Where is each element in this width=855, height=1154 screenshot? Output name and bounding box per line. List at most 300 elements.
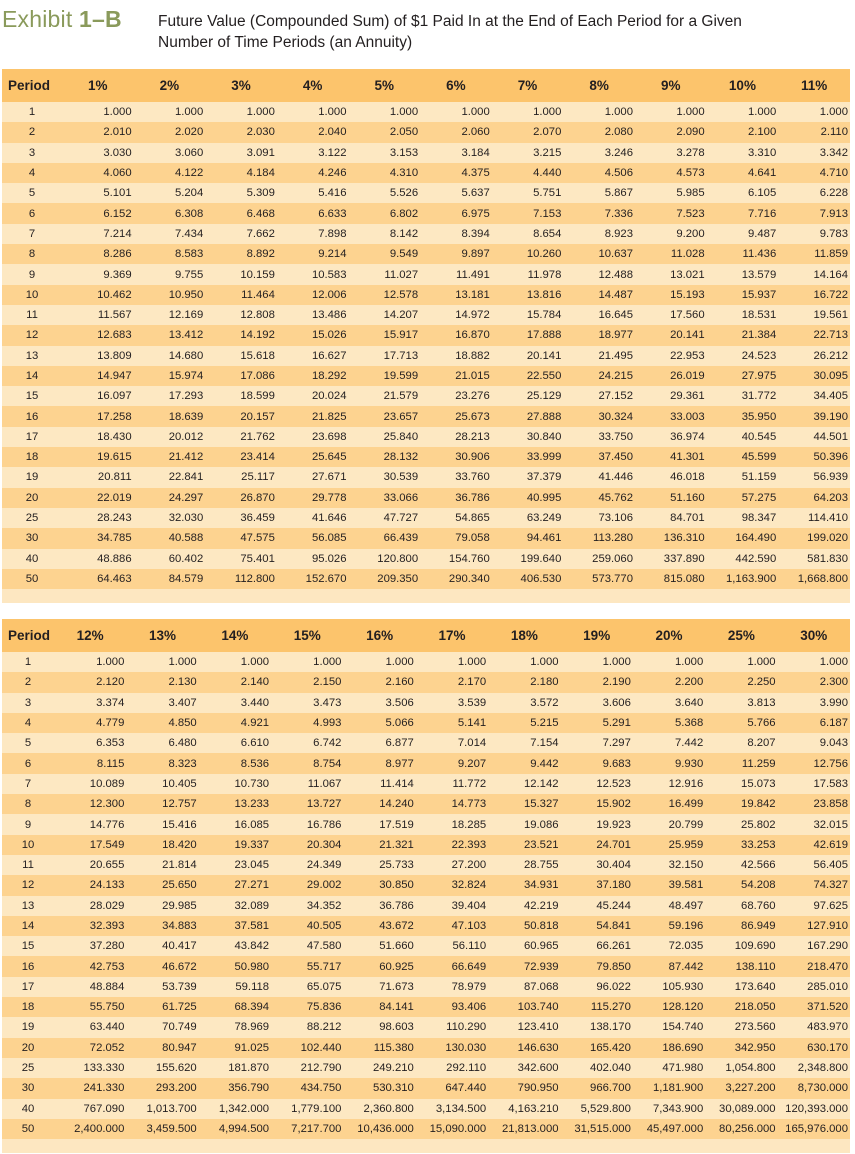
value-cell: 290.340 — [448, 572, 490, 585]
value-cell: 15.974 — [168, 370, 204, 382]
value-cell: 173.640 — [734, 980, 776, 993]
value-cell: 40.588 — [168, 532, 204, 545]
period-cell: 18 — [25, 451, 39, 464]
value-cell: 32.030 — [168, 512, 204, 525]
value-cell: 5.101 — [103, 187, 132, 200]
value-cell: 78.979 — [451, 980, 487, 993]
period-cell: 19 — [25, 471, 39, 484]
value-cell: 7.716 — [747, 207, 777, 220]
value-cell: 32.015 — [813, 818, 848, 831]
value-cell: 66.439 — [383, 532, 419, 545]
value-cell: 31,515.000 — [574, 1122, 631, 1135]
value-cell: 26.019 — [670, 370, 705, 382]
value-cell: 30.850 — [379, 879, 414, 892]
value-cell: 4.184 — [246, 167, 275, 180]
value-cell: 3.640 — [674, 696, 704, 709]
value-cell: 12.808 — [240, 309, 275, 322]
value-cell: 186.690 — [662, 1041, 704, 1054]
value-cell: 1,054.800 — [725, 1062, 776, 1075]
value-cell: 43.672 — [379, 920, 414, 932]
period-cell: 8 — [28, 248, 36, 261]
value-cell: 3.246 — [604, 146, 633, 159]
table-row — [2, 814, 850, 834]
table-row — [2, 143, 850, 163]
value-cell: 16.786 — [306, 818, 342, 831]
value-cell: 24.297 — [168, 491, 204, 504]
value-cell: 1.000 — [819, 656, 848, 669]
value-cell: 84.701 — [670, 512, 705, 525]
value-cell: 47.727 — [383, 512, 419, 525]
table-row — [2, 1099, 850, 1119]
value-cell: 10.159 — [240, 268, 275, 281]
value-cell: 1,342.000 — [218, 1102, 270, 1115]
value-cell: 17.560 — [670, 309, 705, 322]
value-cell: 3.990 — [819, 696, 848, 709]
value-cell: 14.773 — [451, 798, 487, 811]
value-cell: 27.975 — [741, 370, 777, 382]
rate-column-header: 4% — [302, 78, 323, 93]
value-cell: 7.154 — [530, 737, 559, 750]
period-column-header: Period — [8, 628, 51, 643]
value-cell: 402.040 — [590, 1062, 631, 1075]
rate-column-header: 2% — [159, 78, 180, 93]
value-cell: 2.010 — [103, 126, 132, 139]
period-cell: 15 — [25, 390, 39, 403]
value-cell: 12.578 — [383, 288, 419, 301]
period-cell: 6 — [28, 207, 36, 220]
value-cell: 12.523 — [596, 777, 631, 790]
value-cell: 15.618 — [240, 349, 275, 362]
value-cell: 8.323 — [168, 757, 197, 770]
value-cell: 20.141 — [526, 349, 562, 362]
value-cell: 342.600 — [517, 1062, 559, 1075]
value-cell: 87.068 — [523, 980, 559, 993]
value-cell: 4.641 — [747, 167, 777, 180]
period-cell: 40 — [25, 552, 39, 565]
value-cell: 2.130 — [168, 676, 197, 689]
value-cell: 9.369 — [103, 268, 132, 281]
value-cell: 128.120 — [662, 1001, 704, 1014]
exhibit-word: Exhibit — [2, 6, 73, 32]
period-cell: 50 — [21, 1122, 35, 1135]
value-cell: 1.000 — [246, 106, 275, 119]
value-cell: 14.487 — [598, 288, 633, 301]
value-cell: 241.330 — [83, 1082, 125, 1095]
value-cell: 14.240 — [379, 798, 414, 811]
value-cell: 7.153 — [533, 207, 562, 220]
value-cell: 13.816 — [526, 288, 562, 301]
value-cell: 16.097 — [97, 390, 132, 403]
value-cell: 30.906 — [455, 451, 490, 464]
value-cell: 25.959 — [668, 838, 704, 851]
rate-column-header: 6% — [446, 78, 466, 93]
period-cell: 16 — [21, 960, 35, 973]
value-cell: 28.213 — [455, 430, 490, 443]
value-cell: 127.910 — [807, 920, 848, 932]
period-cell: 7 — [28, 227, 36, 240]
value-cell: 2.250 — [747, 676, 776, 689]
period-cell: 15 — [21, 940, 35, 953]
table-body — [2, 102, 850, 589]
value-cell: 337.890 — [663, 552, 705, 565]
table-row — [2, 672, 850, 692]
value-cell: 48.886 — [97, 552, 132, 565]
value-cell: 75.836 — [306, 1001, 342, 1014]
table-row — [2, 549, 850, 569]
value-cell: 86.949 — [741, 920, 776, 932]
value-cell: 14.192 — [240, 329, 275, 342]
exhibit-header — [0, 0, 855, 62]
value-cell: 32.150 — [668, 859, 704, 872]
value-cell: 22.841 — [168, 471, 204, 484]
value-cell: 23.657 — [383, 410, 419, 423]
value-cell: 23.858 — [813, 798, 848, 811]
period-cell: 3 — [24, 696, 32, 709]
value-cell: 20.811 — [97, 471, 132, 484]
value-cell: 68.760 — [741, 899, 776, 912]
value-cell: 51.160 — [670, 491, 705, 504]
value-cell: 74.327 — [813, 879, 848, 892]
value-cell: 23.414 — [240, 451, 275, 464]
value-cell: 64.203 — [813, 491, 848, 504]
value-cell: 3.342 — [819, 146, 848, 159]
value-cell: 21.814 — [162, 859, 197, 872]
value-cell: 17.519 — [379, 818, 414, 831]
value-cell: 259.060 — [592, 552, 633, 565]
value-cell: 73.106 — [598, 512, 633, 525]
period-cell: 12 — [21, 879, 35, 892]
value-cell: 123.410 — [517, 1021, 559, 1034]
value-cell: 27.200 — [451, 859, 487, 872]
value-cell: 33.750 — [598, 430, 633, 443]
value-cell: 30.324 — [598, 410, 633, 423]
value-cell: 530.310 — [372, 1082, 414, 1095]
value-cell: 21,813.000 — [501, 1122, 559, 1135]
value-cell: 5.309 — [246, 187, 275, 200]
value-cell: 15.917 — [383, 329, 419, 342]
value-cell: 59.196 — [668, 920, 704, 932]
value-cell: 3.153 — [389, 146, 419, 159]
table-row — [2, 1078, 850, 1098]
value-cell: 80,256.000 — [719, 1122, 776, 1135]
value-cell: 16.870 — [455, 329, 490, 342]
value-cell: 29.361 — [670, 390, 705, 403]
value-cell: 1.000 — [604, 106, 633, 119]
value-cell: 13.809 — [97, 349, 132, 362]
value-cell: 1.000 — [174, 106, 204, 119]
value-cell: 2.120 — [96, 676, 125, 689]
rate-column-header: 25% — [727, 628, 755, 643]
value-cell: 16.722 — [813, 288, 848, 301]
annuity-table-1 — [2, 69, 850, 589]
value-cell: 18.430 — [97, 430, 132, 443]
value-cell: 28.029 — [89, 899, 125, 912]
value-cell: 10.583 — [311, 268, 347, 281]
value-cell: 3.606 — [602, 696, 631, 709]
value-cell: 7.523 — [676, 207, 705, 220]
value-cell: 57.275 — [741, 491, 777, 504]
value-cell: 6.480 — [168, 737, 197, 750]
value-cell: 42.219 — [523, 899, 559, 912]
value-cell: 25.129 — [526, 390, 562, 403]
value-cell: 18.639 — [168, 410, 204, 423]
value-cell: 342.950 — [734, 1041, 776, 1054]
value-cell: 2.090 — [676, 126, 705, 139]
value-cell: 15.416 — [162, 818, 197, 831]
value-cell: 3.310 — [747, 146, 777, 159]
value-cell: 8.654 — [533, 227, 562, 240]
value-cell: 15.784 — [526, 309, 562, 322]
value-cell: 96.022 — [596, 980, 631, 993]
value-cell: 199.640 — [520, 552, 562, 565]
table-row — [2, 508, 850, 528]
value-cell: 3,227.200 — [725, 1082, 776, 1095]
value-cell: 2.070 — [533, 126, 562, 139]
value-cell: 6.187 — [819, 717, 848, 730]
value-cell: 130.030 — [445, 1041, 487, 1054]
value-cell: 112.800 — [234, 572, 275, 585]
value-cell: 1.000 — [461, 106, 490, 119]
period-cell: 2 — [28, 126, 36, 139]
value-cell: 46.018 — [670, 471, 705, 484]
rate-column-header: 13% — [149, 628, 177, 643]
value-cell: 84.141 — [379, 1001, 414, 1014]
value-cell: 21.015 — [455, 370, 490, 382]
value-cell: 28.755 — [523, 859, 559, 872]
value-cell: 33.003 — [670, 410, 705, 423]
value-cell: 2.060 — [461, 126, 490, 139]
value-cell: 209.350 — [377, 572, 419, 585]
value-cell: 17.549 — [89, 838, 125, 851]
value-cell: 4.375 — [461, 167, 490, 180]
period-cell: 11 — [22, 859, 34, 872]
value-cell: 3.374 — [96, 696, 125, 709]
value-cell: 50.980 — [234, 960, 270, 973]
value-cell: 218.470 — [807, 960, 848, 973]
value-cell: 181.870 — [228, 1062, 270, 1075]
value-cell: 28.243 — [97, 512, 132, 525]
value-cell: 21.321 — [379, 838, 414, 851]
value-cell: 2,360.800 — [363, 1102, 414, 1115]
value-cell: 138.170 — [590, 1021, 631, 1034]
value-cell: 4.440 — [533, 167, 562, 180]
value-cell: 37.581 — [234, 920, 270, 932]
value-cell: 8.536 — [240, 757, 270, 770]
value-cell: 32.824 — [451, 879, 487, 892]
value-cell: 6.633 — [318, 207, 347, 220]
value-cell: 48.497 — [668, 899, 704, 912]
value-cell: 71.673 — [379, 980, 414, 993]
value-cell: 17.888 — [526, 329, 562, 342]
table-header-row — [2, 619, 850, 652]
value-cell: 37.379 — [526, 471, 562, 484]
value-cell: 115.380 — [373, 1041, 414, 1054]
exhibit-label — [2, 6, 122, 33]
value-cell: 23.045 — [234, 859, 270, 872]
value-cell: 5.204 — [174, 187, 204, 200]
value-cell: 1.000 — [96, 656, 125, 669]
period-cell: 4 — [24, 717, 32, 730]
value-cell: 26.212 — [813, 349, 848, 362]
value-cell: 30.840 — [526, 430, 562, 443]
value-cell: 138.110 — [735, 960, 776, 973]
value-cell: 17.258 — [97, 410, 132, 423]
value-cell: 13.021 — [670, 268, 705, 281]
table-row — [2, 244, 850, 264]
value-cell: 8,730.000 — [797, 1082, 848, 1095]
rate-column-header: 3% — [231, 78, 251, 93]
value-cell: 7,343.900 — [652, 1102, 704, 1115]
value-cell: 110.290 — [446, 1021, 487, 1034]
value-cell: 212.790 — [300, 1062, 342, 1075]
value-cell: 199.020 — [807, 532, 848, 545]
value-cell: 11.067 — [307, 777, 342, 790]
value-cell: 34.405 — [813, 390, 848, 403]
value-cell: 63.440 — [89, 1021, 125, 1034]
table-row — [2, 713, 850, 733]
table-row — [2, 652, 850, 672]
period-cell: 16 — [25, 410, 39, 423]
value-cell: 6.877 — [385, 737, 414, 750]
value-cell: 1.000 — [318, 106, 347, 119]
period-cell: 40 — [21, 1102, 35, 1115]
period-cell: 17 — [21, 980, 35, 993]
value-cell: 2.300 — [819, 676, 848, 689]
value-cell: 6.353 — [96, 737, 125, 750]
value-cell: 2.160 — [385, 676, 414, 689]
value-cell: 19.599 — [383, 370, 419, 382]
value-cell: 1,163.900 — [725, 572, 777, 585]
value-cell: 40.545 — [741, 430, 777, 443]
value-cell: 60.402 — [168, 552, 204, 565]
value-cell: 3,134.500 — [435, 1102, 487, 1115]
period-cell: 10 — [21, 838, 35, 851]
value-cell: 10.260 — [526, 248, 562, 261]
value-cell: 27.152 — [598, 390, 633, 403]
value-cell: 20.655 — [89, 859, 125, 872]
value-cell: 14.947 — [97, 370, 132, 382]
value-cell: 47.103 — [451, 920, 487, 932]
value-cell: 18.977 — [598, 329, 633, 342]
value-cell: 68.394 — [234, 1001, 270, 1014]
value-cell: 12.169 — [168, 309, 204, 322]
value-cell: 55.750 — [89, 1001, 125, 1014]
value-cell: 18.292 — [311, 370, 347, 382]
rate-column-header: 7% — [517, 78, 538, 93]
value-cell: 46.672 — [162, 960, 197, 973]
value-cell: 5.215 — [530, 717, 559, 730]
value-cell: 48.884 — [89, 980, 125, 993]
value-cell: 8.115 — [96, 757, 125, 770]
value-cell: 13.233 — [234, 798, 270, 811]
value-cell: 14.164 — [813, 268, 848, 281]
value-cell: 16.085 — [234, 818, 270, 831]
value-cell: 2.180 — [530, 676, 559, 689]
value-cell: 19.615 — [97, 451, 132, 464]
value-cell: 4,994.500 — [218, 1122, 270, 1135]
value-cell: 34.931 — [523, 879, 559, 892]
value-cell: 6.228 — [819, 187, 848, 200]
value-cell: 10.462 — [97, 288, 132, 301]
value-cell: 6.610 — [240, 737, 270, 750]
value-cell: 815.080 — [663, 572, 705, 585]
rate-column-header: 15% — [293, 628, 321, 643]
value-cell: 15.073 — [741, 777, 776, 790]
value-cell: 152.670 — [305, 572, 347, 585]
table-row — [2, 325, 850, 345]
value-cell: 11.259 — [741, 757, 776, 770]
value-cell: 44.501 — [813, 430, 848, 443]
period-cell: 1 — [24, 656, 32, 669]
value-cell: 13.412 — [168, 329, 204, 342]
value-cell: 14.972 — [455, 309, 490, 322]
table-row — [2, 794, 850, 814]
value-cell: 7.434 — [174, 227, 204, 240]
value-cell: 6.468 — [246, 207, 275, 220]
value-cell: 51.159 — [741, 471, 777, 484]
value-cell: 1.000 — [674, 656, 704, 669]
value-cell: 8.754 — [313, 757, 342, 770]
value-cell: 4.246 — [318, 167, 347, 180]
value-cell: 4.710 — [819, 167, 848, 180]
rate-column-header: 11% — [800, 78, 828, 93]
value-cell: 56.405 — [813, 859, 848, 872]
value-cell: 9.897 — [461, 248, 490, 261]
value-cell: 14.776 — [89, 818, 125, 831]
value-cell: 790.950 — [517, 1082, 559, 1095]
value-cell: 10.089 — [89, 777, 125, 790]
value-cell: 11.436 — [742, 248, 777, 261]
value-cell: 5.526 — [389, 187, 419, 200]
value-cell: 32.393 — [89, 920, 125, 932]
value-cell: 4,163.210 — [508, 1102, 559, 1115]
value-cell: 36.786 — [455, 491, 490, 504]
table-row — [2, 693, 850, 713]
value-cell: 483.970 — [807, 1021, 848, 1034]
value-cell: 56.110 — [452, 940, 487, 953]
period-cell: 13 — [21, 899, 35, 912]
rate-column-header: 8% — [589, 78, 609, 93]
value-cell: 8.286 — [103, 248, 132, 261]
value-cell: 13.579 — [741, 268, 777, 281]
value-cell: 109.690 — [734, 940, 776, 953]
period-cell: 14 — [25, 370, 39, 382]
value-cell: 24.133 — [89, 879, 125, 892]
value-cell: 1,181.900 — [652, 1082, 704, 1095]
value-cell: 70.749 — [162, 1021, 197, 1034]
period-cell: 6 — [24, 757, 32, 770]
value-cell: 7.442 — [674, 737, 704, 750]
rate-column-header: 19% — [583, 628, 611, 643]
value-cell: 80.947 — [162, 1041, 197, 1054]
value-cell: 165,976.000 — [785, 1122, 848, 1135]
period-column-header: Period — [8, 78, 51, 93]
value-cell: 47.580 — [306, 940, 342, 953]
value-cell: 371.520 — [807, 1001, 848, 1014]
period-cell: 9 — [28, 268, 36, 281]
table-row — [2, 122, 850, 142]
value-cell: 64.463 — [97, 572, 132, 585]
value-cell: 9.200 — [676, 227, 705, 240]
value-cell: 20.012 — [168, 430, 204, 443]
value-cell: 8.142 — [389, 227, 419, 240]
value-cell: 35.950 — [741, 410, 777, 423]
value-cell: 1.000 — [168, 656, 197, 669]
value-cell: 1.000 — [240, 656, 270, 669]
table-row — [2, 896, 850, 916]
value-cell: 60.925 — [379, 960, 414, 973]
value-cell: 26.870 — [240, 491, 275, 504]
